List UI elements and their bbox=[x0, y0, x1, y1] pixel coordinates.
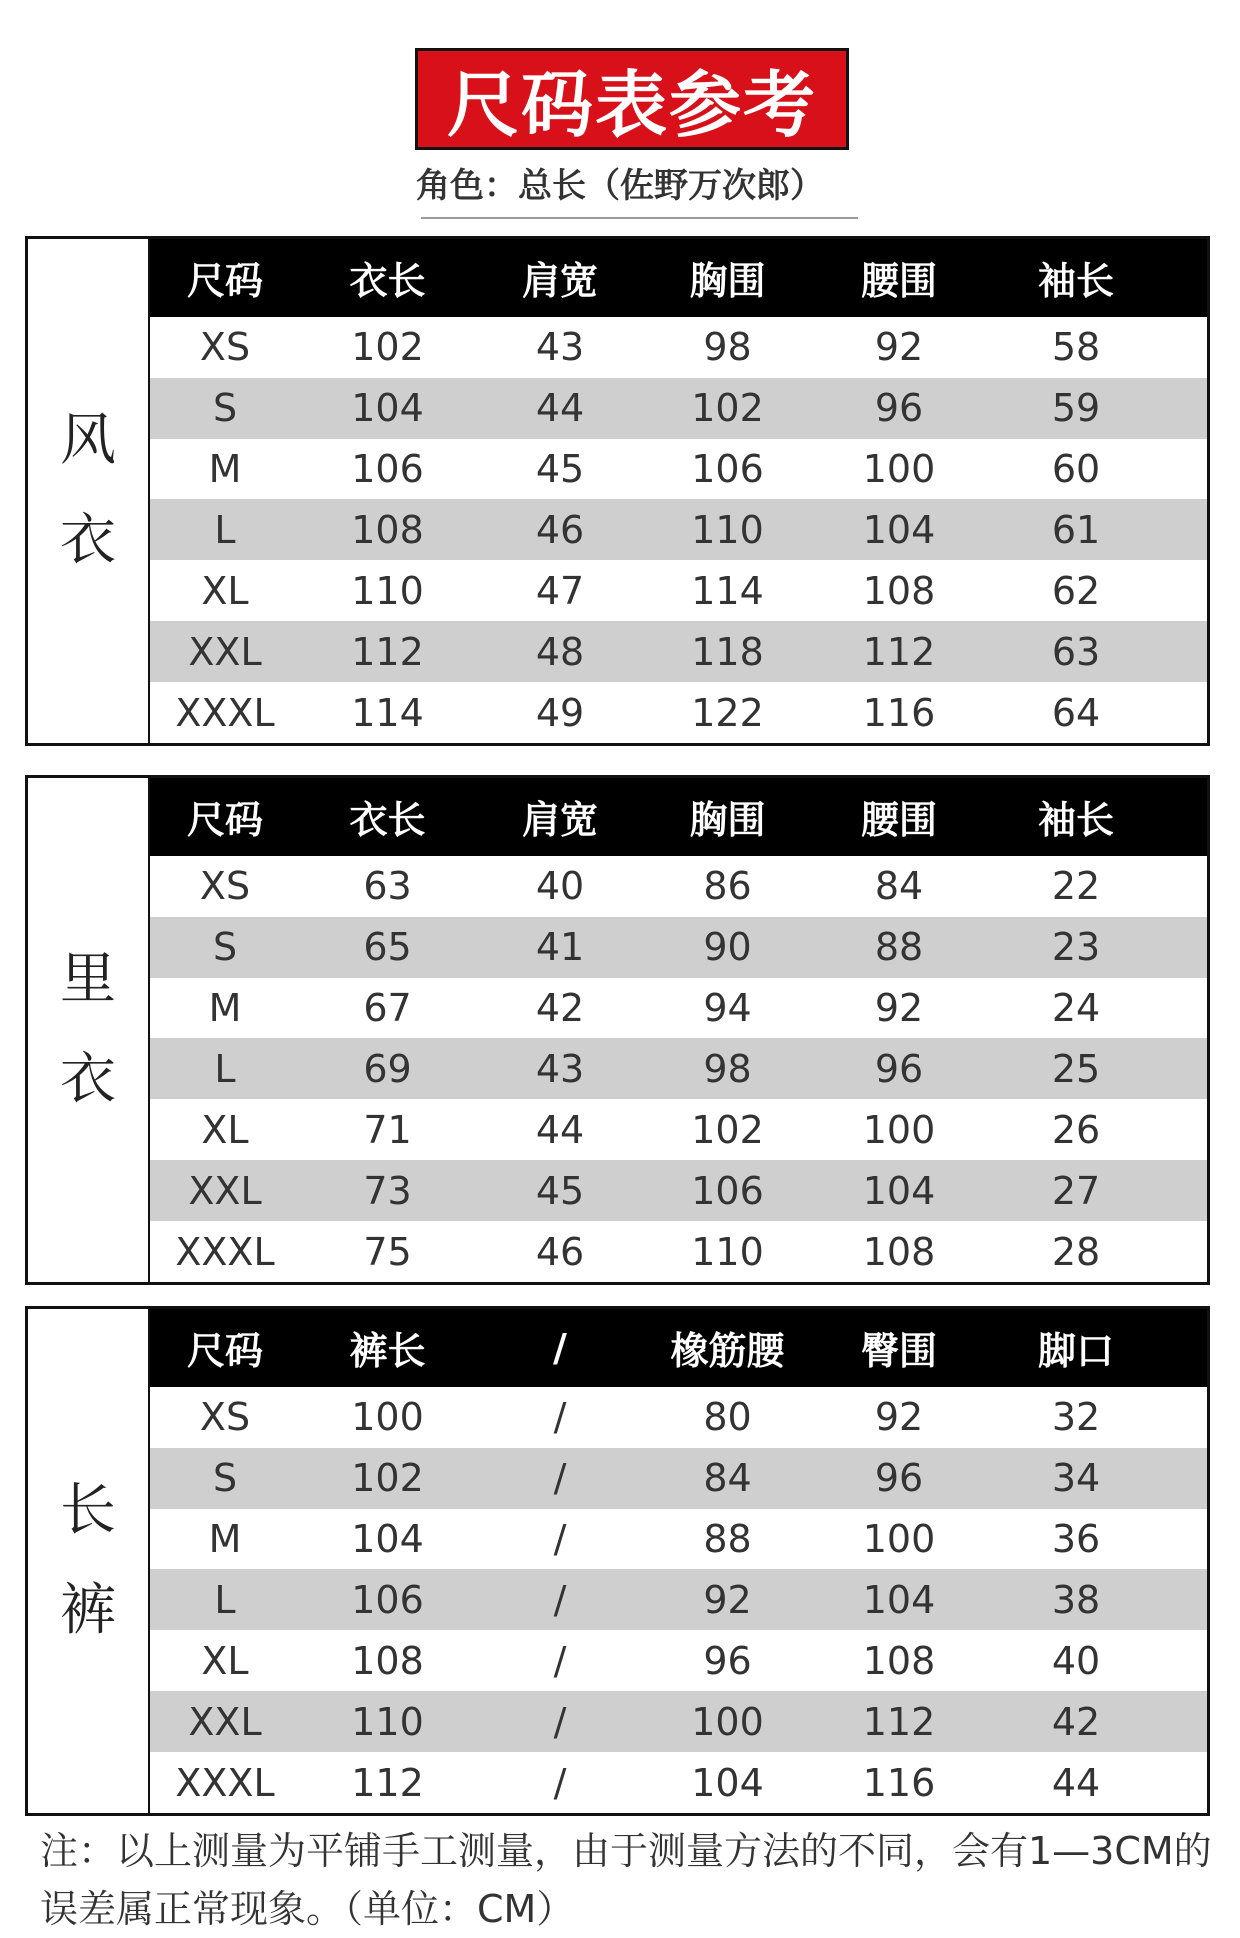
table-cell: XXXL bbox=[175, 690, 275, 735]
table-cell: M bbox=[208, 447, 242, 492]
table-cell: 22 bbox=[1051, 864, 1101, 909]
table-cell: 58 bbox=[1051, 325, 1101, 370]
table-cell: 61 bbox=[1051, 507, 1101, 552]
table-cell: 116 bbox=[862, 690, 936, 735]
column-header: 衣长 bbox=[349, 798, 426, 843]
table-cell: XXL bbox=[188, 1699, 262, 1744]
table-cell: 116 bbox=[862, 1760, 936, 1805]
column-header: / bbox=[553, 1325, 567, 1370]
table-cell: M bbox=[208, 986, 242, 1031]
table-row bbox=[150, 378, 1207, 439]
table-header-row bbox=[150, 778, 1207, 856]
table-cell: 47 bbox=[535, 568, 585, 613]
column-header: 裤长 bbox=[349, 1329, 426, 1374]
table-row bbox=[150, 856, 1207, 917]
table-cell: 96 bbox=[703, 1638, 752, 1683]
table-cell: 102 bbox=[351, 1456, 424, 1501]
table-cell: 108 bbox=[862, 1229, 936, 1274]
table-row bbox=[150, 1691, 1207, 1752]
table-cell: 114 bbox=[691, 568, 764, 613]
table-row bbox=[150, 1752, 1207, 1813]
table-cell: 108 bbox=[862, 1638, 936, 1683]
table-cell: 73 bbox=[363, 1168, 412, 1213]
table-cell: 108 bbox=[351, 507, 424, 552]
column-header: 尺码 bbox=[186, 259, 263, 304]
table-cell: 88 bbox=[703, 1517, 752, 1562]
size-table bbox=[150, 778, 1207, 1282]
table-cell: 102 bbox=[691, 1107, 764, 1152]
table-cell: / bbox=[553, 1456, 567, 1501]
table-cell: 84 bbox=[874, 864, 924, 909]
table-cell: 104 bbox=[351, 1517, 424, 1562]
size-table bbox=[150, 239, 1207, 743]
table-cell: 106 bbox=[351, 1577, 424, 1622]
column-header: 胸围 bbox=[689, 798, 766, 843]
table-cell: 62 bbox=[1051, 568, 1101, 613]
table-cell: 86 bbox=[703, 864, 752, 909]
table-cell: 48 bbox=[535, 629, 585, 674]
table-cell: 41 bbox=[535, 925, 585, 970]
table-cell: S bbox=[212, 925, 238, 970]
table-cell: XXL bbox=[188, 629, 262, 674]
table-cell: 108 bbox=[862, 568, 936, 613]
table-row bbox=[150, 439, 1207, 500]
table-cell: 106 bbox=[691, 1168, 764, 1213]
garment-label-char: 风 bbox=[60, 408, 116, 473]
table-cell: 102 bbox=[351, 325, 424, 370]
table-cell: / bbox=[553, 1699, 567, 1744]
table-cell: 104 bbox=[862, 1577, 936, 1622]
table-cell: 92 bbox=[874, 1395, 924, 1440]
table-cell: 104 bbox=[351, 386, 424, 431]
table-cell: 42 bbox=[535, 986, 585, 1031]
size-table-section bbox=[25, 236, 1210, 746]
table-cell: 108 bbox=[351, 1638, 424, 1683]
table-cell: XXL bbox=[188, 1168, 262, 1213]
table-cell: 67 bbox=[363, 986, 412, 1031]
table-cell: 25 bbox=[1051, 1046, 1101, 1091]
table-cell: 46 bbox=[535, 507, 585, 552]
table-row bbox=[150, 1099, 1207, 1160]
character-subtitle: 角色：总长（佐野万次郎） bbox=[416, 166, 824, 206]
size-table bbox=[150, 1309, 1207, 1813]
table-cell: 40 bbox=[535, 864, 585, 909]
table-cell: 102 bbox=[691, 386, 764, 431]
table-cell: 98 bbox=[703, 1046, 752, 1091]
column-header: 尺码 bbox=[186, 1329, 263, 1374]
table-cell: 43 bbox=[535, 1046, 585, 1091]
table-header-row bbox=[150, 1309, 1207, 1387]
table-cell: 112 bbox=[862, 629, 936, 674]
table-cell: 100 bbox=[351, 1395, 424, 1440]
table-cell: 40 bbox=[1051, 1638, 1101, 1683]
table-cell: S bbox=[212, 1456, 238, 1501]
table-cell: 46 bbox=[535, 1229, 585, 1274]
table-cell: 63 bbox=[363, 864, 412, 909]
column-header: 腰围 bbox=[860, 259, 937, 304]
table-cell: L bbox=[214, 507, 236, 552]
table-cell: XL bbox=[201, 1638, 249, 1683]
garment-label bbox=[28, 239, 150, 743]
table-cell: 90 bbox=[703, 925, 752, 970]
table-cell: 43 bbox=[535, 325, 585, 370]
table-row bbox=[150, 1160, 1207, 1221]
table-cell: / bbox=[553, 1760, 567, 1805]
table-cell: XXXL bbox=[175, 1229, 275, 1274]
table-cell: 100 bbox=[691, 1699, 764, 1744]
table-cell: 122 bbox=[691, 690, 764, 735]
table-cell: S bbox=[212, 386, 238, 431]
garment-label bbox=[28, 1309, 150, 1813]
table-cell: 63 bbox=[1051, 629, 1101, 674]
table-cell: M bbox=[208, 1517, 242, 1562]
table-cell: 98 bbox=[703, 325, 752, 370]
table-cell: / bbox=[553, 1517, 567, 1562]
subtitle-divider bbox=[421, 217, 858, 219]
table-row bbox=[150, 1221, 1207, 1282]
garment-label-char: 裤 bbox=[60, 1578, 116, 1643]
table-cell: 36 bbox=[1051, 1517, 1101, 1562]
table-row bbox=[150, 499, 1207, 560]
table-cell: 44 bbox=[535, 1107, 585, 1152]
column-header: 脚口 bbox=[1037, 1329, 1114, 1374]
table-cell: 88 bbox=[874, 925, 924, 970]
table-cell: 24 bbox=[1051, 986, 1101, 1031]
column-header: 袖长 bbox=[1037, 798, 1114, 843]
table-cell: L bbox=[214, 1577, 236, 1622]
table-cell: 100 bbox=[862, 1107, 936, 1152]
table-row bbox=[150, 1448, 1207, 1509]
table-cell: 92 bbox=[703, 1577, 752, 1622]
table-cell: 26 bbox=[1051, 1107, 1101, 1152]
table-cell: 34 bbox=[1051, 1456, 1101, 1501]
table-cell: 114 bbox=[351, 690, 424, 735]
table-cell: 104 bbox=[862, 1168, 936, 1213]
table-cell: 94 bbox=[703, 986, 752, 1031]
table-cell: / bbox=[553, 1395, 567, 1440]
column-header: 腰围 bbox=[860, 798, 937, 843]
table-cell: 80 bbox=[703, 1395, 752, 1440]
table-cell: 32 bbox=[1051, 1395, 1101, 1440]
garment-label-char: 里 bbox=[60, 947, 116, 1012]
size-table-section bbox=[25, 775, 1210, 1285]
table-cell: 65 bbox=[363, 925, 412, 970]
column-header: 肩宽 bbox=[521, 259, 598, 304]
table-cell: / bbox=[553, 1638, 567, 1683]
column-header: 胸围 bbox=[689, 259, 766, 304]
table-row bbox=[150, 1630, 1207, 1691]
table-cell: 100 bbox=[862, 447, 936, 492]
table-cell: 44 bbox=[1051, 1760, 1101, 1805]
page-title: 尺码表参考 bbox=[446, 62, 817, 147]
table-cell: 104 bbox=[862, 507, 936, 552]
table-cell: 118 bbox=[691, 629, 764, 674]
table-cell: 27 bbox=[1051, 1168, 1101, 1213]
table-cell: 60 bbox=[1051, 447, 1101, 492]
table-cell: 112 bbox=[862, 1699, 936, 1744]
column-header: 臀围 bbox=[860, 1329, 937, 1374]
column-header: 肩宽 bbox=[521, 798, 598, 843]
table-cell: XL bbox=[201, 568, 249, 613]
table-header-row bbox=[150, 239, 1207, 317]
table-row bbox=[150, 317, 1207, 378]
table-cell: / bbox=[553, 1577, 567, 1622]
table-cell: 45 bbox=[535, 447, 585, 492]
table-cell: 64 bbox=[1051, 690, 1101, 735]
measurement-note: 注：以上测量为平铺手工测量，由于测量方法的不同，会有1—3CM的误差属正常现象。（单位：CM） bbox=[40, 1829, 1212, 1931]
table-cell: 75 bbox=[363, 1229, 412, 1274]
table-cell: 45 bbox=[535, 1168, 585, 1213]
table-cell: 110 bbox=[691, 507, 764, 552]
column-header: 尺码 bbox=[186, 798, 263, 843]
column-header: 橡筋腰 bbox=[670, 1329, 785, 1374]
garment-label bbox=[28, 778, 150, 1282]
table-cell: XS bbox=[199, 1395, 251, 1440]
table-cell: 23 bbox=[1051, 925, 1101, 970]
table-cell: 84 bbox=[703, 1456, 752, 1501]
table-cell: L bbox=[214, 1046, 236, 1091]
table-row bbox=[150, 1387, 1207, 1448]
table-cell: 110 bbox=[351, 568, 424, 613]
garment-label-char: 长 bbox=[60, 1478, 116, 1543]
table-cell: 106 bbox=[691, 447, 764, 492]
table-cell: 96 bbox=[874, 386, 924, 431]
table-row bbox=[150, 682, 1207, 743]
table-cell: 100 bbox=[862, 1517, 936, 1562]
table-cell: 110 bbox=[351, 1699, 424, 1744]
table-row bbox=[150, 1569, 1207, 1630]
column-header: 袖长 bbox=[1037, 259, 1114, 304]
table-cell: XL bbox=[201, 1107, 249, 1152]
table-cell: 71 bbox=[363, 1107, 412, 1152]
table-cell: 44 bbox=[535, 386, 585, 431]
table-cell: XS bbox=[199, 325, 251, 370]
table-cell: 69 bbox=[363, 1046, 412, 1091]
table-row bbox=[150, 560, 1207, 621]
table-cell: 38 bbox=[1051, 1577, 1101, 1622]
table-cell: XXXL bbox=[175, 1760, 275, 1805]
garment-label-char: 衣 bbox=[60, 1047, 116, 1112]
table-cell: 28 bbox=[1051, 1229, 1101, 1274]
table-cell: 59 bbox=[1051, 386, 1101, 431]
title-banner bbox=[415, 48, 849, 150]
table-row bbox=[150, 1509, 1207, 1570]
table-row bbox=[150, 1038, 1207, 1099]
table-row bbox=[150, 978, 1207, 1039]
table-row bbox=[150, 621, 1207, 682]
table-cell: XS bbox=[199, 864, 251, 909]
table-cell: 42 bbox=[1051, 1699, 1101, 1744]
table-cell: 104 bbox=[691, 1760, 764, 1805]
column-header: 衣长 bbox=[349, 259, 426, 304]
table-cell: 96 bbox=[874, 1046, 924, 1091]
table-cell: 110 bbox=[691, 1229, 764, 1274]
table-row bbox=[150, 917, 1207, 978]
table-cell: 49 bbox=[535, 690, 585, 735]
table-cell: 112 bbox=[351, 1760, 424, 1805]
garment-label-char: 衣 bbox=[60, 508, 116, 573]
table-cell: 92 bbox=[874, 325, 924, 370]
table-cell: 112 bbox=[351, 629, 424, 674]
table-cell: 96 bbox=[874, 1456, 924, 1501]
table-cell: 92 bbox=[874, 986, 924, 1031]
size-table-section bbox=[25, 1306, 1210, 1816]
table-cell: 106 bbox=[351, 447, 424, 492]
